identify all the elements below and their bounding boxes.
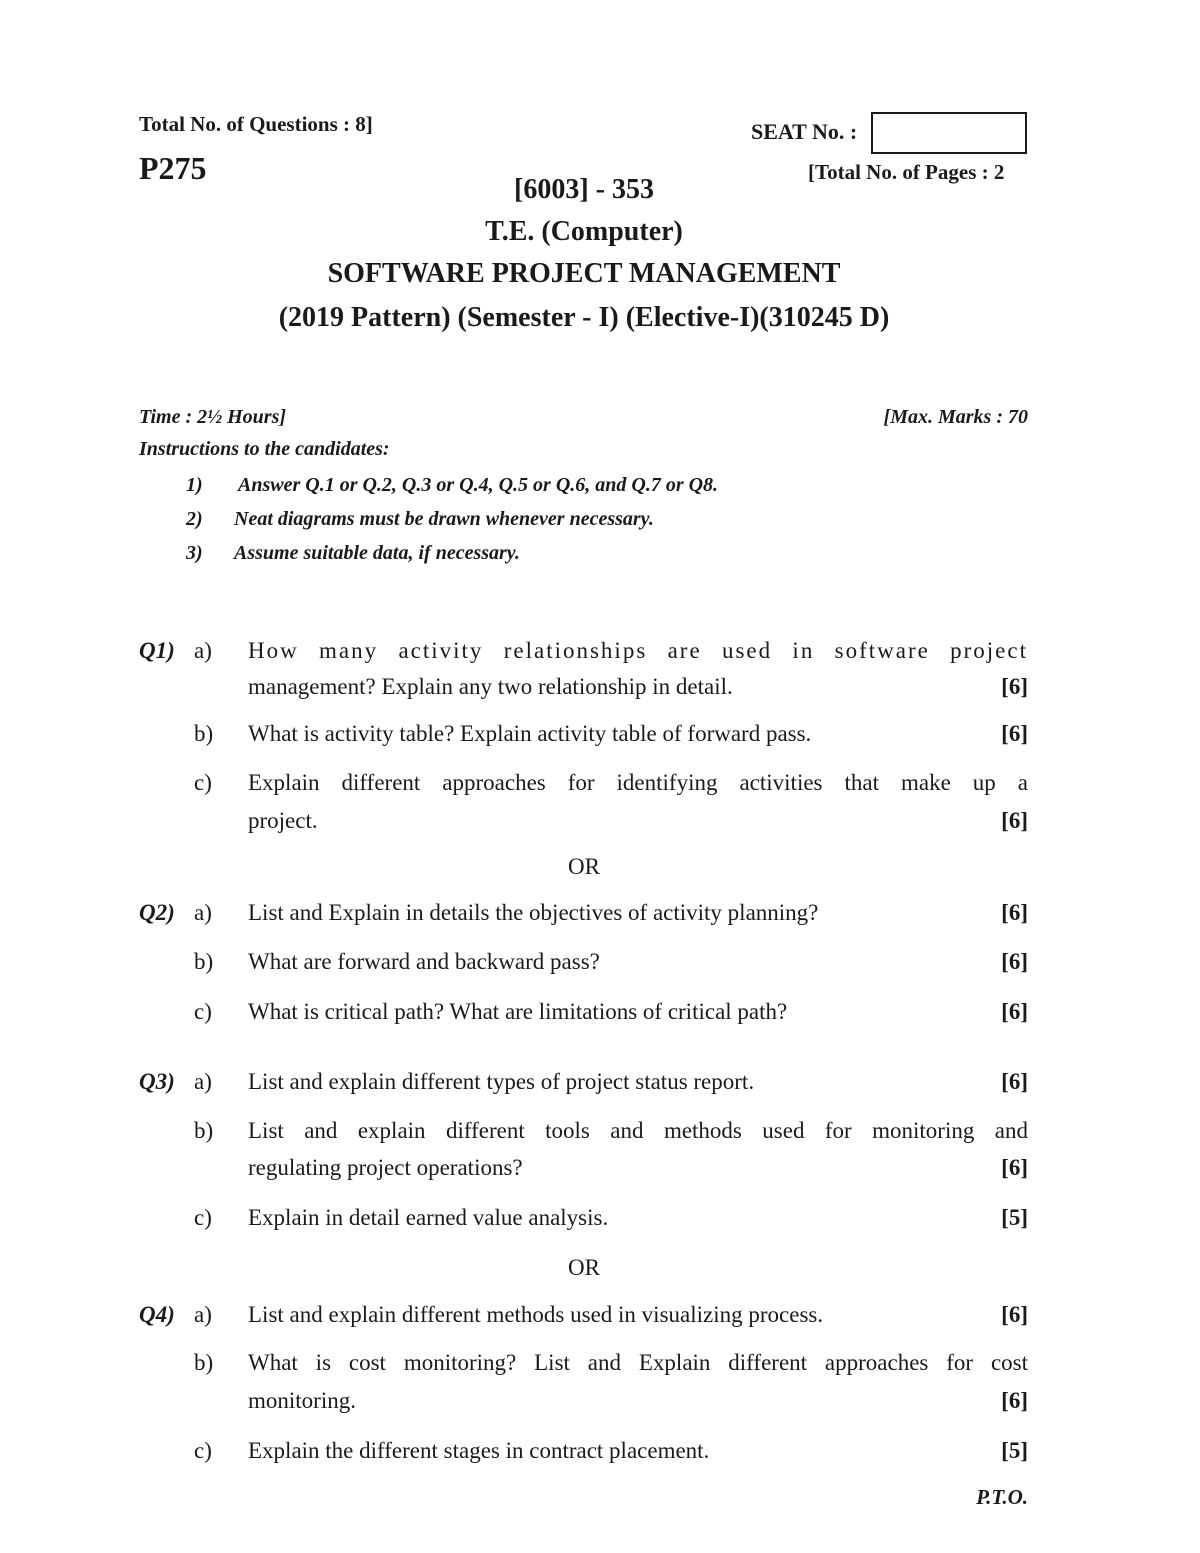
exam-time: Time : 2½ Hours]	[139, 406, 287, 428]
question-text: List and explain different tools and methods used for monitoring and	[248, 1118, 1028, 1143]
question-text: List and explain different types of project status report.	[248, 1069, 755, 1094]
instruction-number: 3)	[186, 542, 203, 564]
or-separator: OR	[568, 1255, 600, 1280]
seat-number-box[interactable]	[871, 112, 1027, 154]
question-text: What are forward and backward pass?	[248, 949, 600, 974]
question-text: What is critical path? What are limitations of critical path?	[248, 999, 788, 1024]
total-questions: Total No. of Questions : 8]	[139, 112, 373, 136]
sub-question-label: a)	[194, 900, 212, 925]
instruction-number: 2)	[186, 508, 203, 530]
marks: [6]	[1001, 900, 1028, 925]
page-turn-over: P.T.O.	[976, 1485, 1028, 1509]
question-text: project.	[248, 808, 318, 833]
sub-question-label: b)	[194, 949, 214, 974]
seat-number-label: SEAT No. :	[751, 119, 858, 144]
question-number: Q3)	[139, 1069, 175, 1094]
course-title: T.E. (Computer)	[485, 216, 683, 247]
sub-question-label: c)	[194, 770, 212, 795]
sub-question-label: b)	[194, 1350, 214, 1375]
max-marks: [Max. Marks : 70	[883, 406, 1028, 428]
sub-question-label: c)	[194, 1205, 212, 1230]
question-text: Explain in detail earned value analysis.	[248, 1205, 609, 1230]
question-text: Explain different approaches for identifying activities that make up a	[248, 770, 1028, 795]
sub-question-label: a)	[194, 1302, 212, 1327]
paper-code: P275	[139, 150, 207, 186]
question-number: Q1)	[139, 638, 175, 663]
sub-question-label: c)	[194, 999, 212, 1024]
question-number: Q2)	[139, 900, 175, 925]
question-number: Q4)	[139, 1302, 175, 1327]
marks: [6]	[1001, 1069, 1028, 1094]
question-text: List and Explain in details the objectives of activity planning?	[248, 900, 819, 925]
question-text: monitoring.	[248, 1388, 356, 1413]
pattern-line: (2019 Pattern) (Semester - I) (Elective-I)(310245 D)	[278, 302, 890, 333]
instruction-text: Answer Q.1 or Q.2, Q.3 or Q.4, Q.5 or Q.6, and Q.7 or Q8.	[238, 474, 719, 496]
marks: [6]	[1001, 1155, 1028, 1180]
question-text: Explain the different stages in contract placement.	[248, 1438, 710, 1463]
instruction-text: Assume suitable data, if necessary.	[234, 542, 520, 564]
instruction-number: 1)	[186, 474, 203, 496]
total-pages: [Total No. of Pages : 2	[808, 160, 1005, 184]
instruction-text: Neat diagrams must be drawn whenever necessary.	[234, 508, 654, 530]
question-text: How many activity relationships are used in software project	[248, 638, 1028, 663]
marks: [5]	[1001, 1205, 1028, 1230]
sub-question-label: b)	[194, 1118, 214, 1143]
sub-question-label: c)	[194, 1438, 212, 1463]
question-text: What is cost monitoring? List and Explain different approaches for cost	[248, 1350, 1028, 1375]
or-separator: OR	[568, 854, 600, 879]
question-text: management? Explain any two relationship in detail.	[248, 674, 733, 699]
exam-code: [6003] - 353	[514, 174, 654, 205]
marks: [6]	[1001, 674, 1028, 699]
marks: [6]	[1001, 1302, 1028, 1327]
marks: [6]	[1001, 949, 1028, 974]
sub-question-label: b)	[194, 721, 214, 746]
instructions-heading: Instructions to the candidates:	[139, 438, 390, 460]
sub-question-label: a)	[194, 638, 212, 663]
sub-question-label: a)	[194, 1069, 212, 1094]
marks: [6]	[1001, 1388, 1028, 1413]
question-text: regulating project operations?	[248, 1155, 523, 1180]
marks: [5]	[1001, 1438, 1028, 1463]
marks: [6]	[1001, 808, 1028, 833]
question-text: What is activity table? Explain activity table of forward pass.	[248, 721, 812, 746]
question-text: List and explain different methods used in visualizing process.	[248, 1302, 824, 1327]
marks: [6]	[1001, 721, 1028, 746]
marks: [6]	[1001, 999, 1028, 1024]
subject-title: SOFTWARE PROJECT MANAGEMENT	[327, 258, 841, 289]
